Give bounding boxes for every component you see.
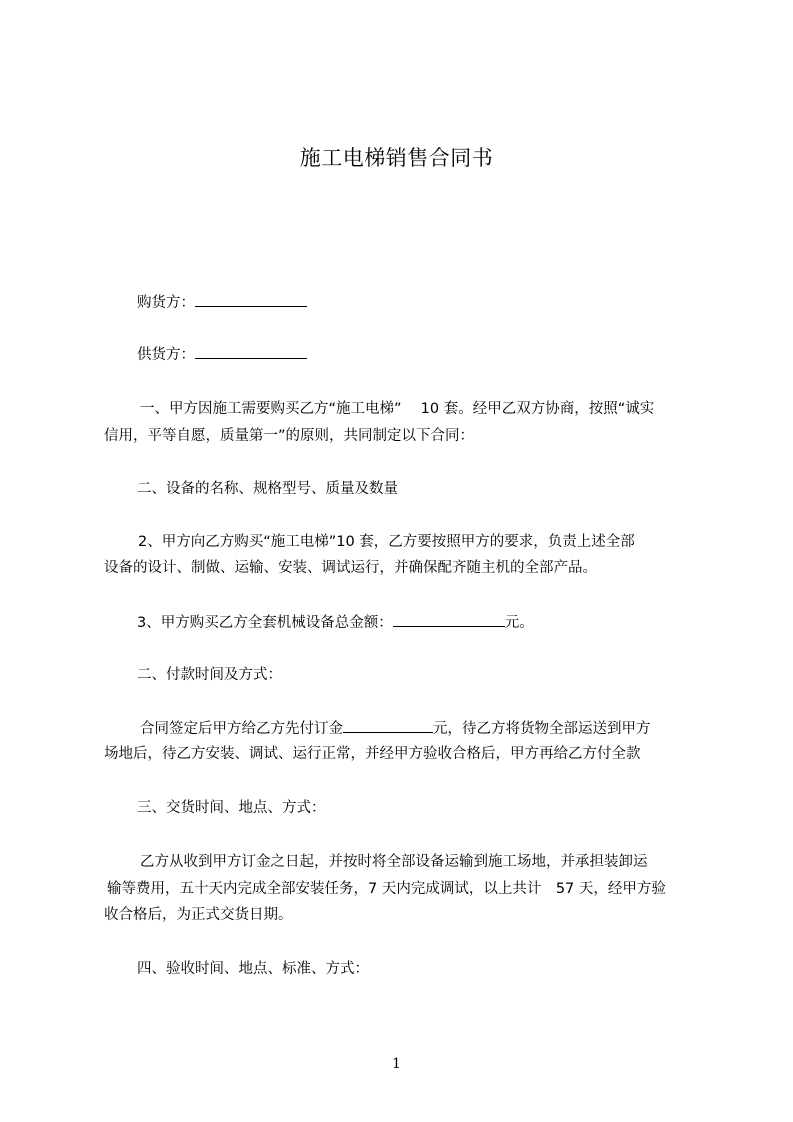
deposit-suffix: 元，待乙方将货物全部运送到甲方 xyxy=(433,721,651,737)
section-heading-acceptance: 四、验收时间、地点、标准、方式： xyxy=(137,961,369,977)
deposit-blank xyxy=(343,718,433,733)
paragraph-2-line-1: 2、甲方向乙方购买“施工电梯”10 套，乙方要按照甲方的要求，负责上述全部 xyxy=(138,534,635,550)
total-amount-label: 3、甲方购买乙方全套机械设备总金额： xyxy=(137,615,393,631)
paragraph-5-line-1: 乙方从收到甲方订金之日起，并按时将全部设备运输到施工场地，并承担装卸运 xyxy=(140,854,648,870)
paragraph-4-line-1 xyxy=(140,718,651,739)
seller-line xyxy=(137,344,307,365)
page-number: 1 xyxy=(392,1056,401,1072)
paragraph-1-line-2: 信用，平等自愿，质量第一”的原则，共同制定以下合同： xyxy=(104,428,475,444)
buyer-label: 购货方： xyxy=(137,295,195,311)
deposit-label: 合同签定后甲方给乙方先付订金 xyxy=(140,721,343,737)
paragraph-2-line-2: 设备的设计、制做、运输、安装、调试运行，并确保配齐随主机的全部产品。 xyxy=(104,560,597,576)
buyer-line xyxy=(137,292,307,313)
buyer-blank xyxy=(195,292,307,307)
total-amount-unit: 元。 xyxy=(504,615,534,631)
paragraph-4-line-2: 场地后，待乙方安装、调试、运行正常，并经甲方验收合格后，甲方再给乙方付全款 xyxy=(104,746,641,762)
paragraph-1-line-1: 一、甲方因施工需要购买乙方“施工电梯” 10 套。经甲乙双方协商，按照“诚实 xyxy=(140,401,655,417)
paragraph-5-line-3: 收合格后，为正式交货日期。 xyxy=(104,907,293,923)
seller-label: 供货方： xyxy=(137,347,195,363)
seller-blank xyxy=(195,344,307,359)
total-amount-blank xyxy=(393,612,505,627)
section-heading-delivery: 三、交货时间、地点、方式： xyxy=(137,800,326,816)
paragraph-5-line-2: 输等费用，五十天内完成全部安装任务，7 天内完成调试，以上共计 57 天，经甲方验 xyxy=(107,881,666,897)
total-amount-line xyxy=(137,612,534,633)
section-heading-equipment: 二、设备的名称、规格型号、质量及数量 xyxy=(137,481,398,497)
section-heading-payment: 二、付款时间及方式： xyxy=(137,667,282,683)
document-title: 施工电梯销售合同书 xyxy=(299,146,494,170)
